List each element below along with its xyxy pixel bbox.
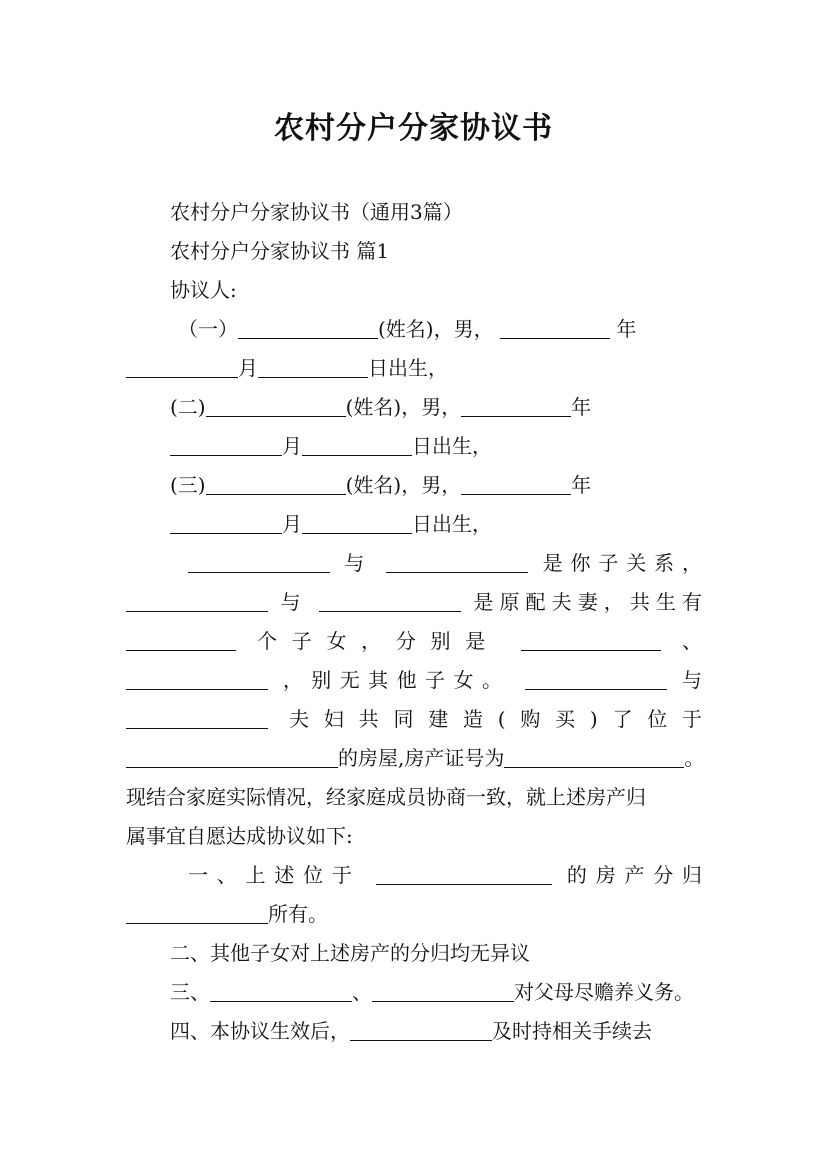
subtitle-line: 农村分户分家协议书（通用3篇）: [170, 200, 463, 224]
no-other-children-text: ，别无其他子女。: [282, 668, 511, 692]
spouse-and: 与: [280, 590, 307, 614]
name-blank: [372, 981, 514, 1002]
name-blank: [238, 318, 378, 339]
day-blank: [302, 435, 412, 456]
clause-3-number: 三、: [170, 980, 210, 1004]
clause-1-text: 一、上述位于: [188, 863, 361, 887]
location-blank: [376, 864, 552, 885]
month-label: 月: [238, 356, 258, 380]
party-3-birth-line: [170, 510, 702, 538]
name-blank: [188, 552, 330, 573]
spouse-line: [126, 588, 702, 616]
party-2-name-suffix: (姓名)，男，: [345, 395, 462, 419]
relation-and: 与: [344, 551, 373, 575]
birth-label: 日出生，: [368, 356, 448, 380]
no-other-children-line: [126, 666, 702, 694]
name-blank: [525, 669, 667, 690]
clause-2-line: 二、其他子女对上述房产的分归均无异议: [170, 941, 530, 965]
children-line: [126, 627, 702, 655]
build-line: [126, 705, 702, 733]
name-blank: [126, 669, 268, 690]
clause-1-tail: 的房产分归: [566, 863, 703, 887]
day-blank: [302, 513, 412, 534]
year-label: 年: [571, 395, 592, 419]
clause-3-line: [170, 978, 702, 1006]
party-2-number: (二): [170, 395, 206, 419]
clause-1-owner-line: [126, 900, 702, 928]
clause-4-tail: 及时持相关手续去: [492, 1019, 652, 1043]
party-3-line: [170, 471, 702, 499]
name-blank: [350, 1020, 492, 1041]
day-blank: [258, 357, 368, 378]
separator: 、: [352, 980, 372, 1004]
body-line: 属事宜自愿达成协议如下:: [126, 824, 353, 848]
year-blank: [500, 318, 610, 339]
year-label: 年: [571, 473, 592, 497]
name-blank: [210, 981, 352, 1002]
month-blank: [170, 513, 282, 534]
party-1-name-suffix: (姓名)，男，: [378, 317, 494, 341]
relation-text: 是你子关系，: [542, 551, 703, 575]
name-blank: [206, 396, 346, 417]
year-blank: [461, 396, 571, 417]
name-blank: [319, 591, 461, 612]
spouse-text: 是原配夫妻，共生有: [473, 590, 703, 614]
clause-4-line: [170, 1017, 702, 1045]
party-1-line: [178, 315, 702, 343]
clause-3-text: 对父母尽赡养义务。: [514, 980, 694, 1004]
party-1-birth-line: [126, 354, 702, 382]
couple-and: 与: [682, 668, 703, 692]
build-text: 夫妇共同建造(购买)了位于: [289, 707, 703, 731]
clause-4-text: 四、本协议生效后，: [170, 1019, 350, 1043]
birth-label: 日出生，: [412, 512, 492, 536]
party-2-line: [170, 393, 702, 421]
owner-text: 所有。: [268, 902, 328, 926]
section-heading: 农村分户分家协议书 篇1: [170, 239, 390, 263]
month-blank: [170, 435, 282, 456]
name-blank: [126, 903, 268, 924]
name-blank: [521, 630, 661, 651]
party-3-number: (三): [170, 473, 206, 497]
parties-label: 协议人:: [170, 278, 237, 302]
name-blank: [126, 591, 268, 612]
relation-line: [188, 549, 702, 577]
certificate-blank: [504, 747, 684, 768]
name-blank: [206, 474, 346, 495]
body-line: 现结合家庭实际情况，经家庭成员协商一致，就上述房产归: [126, 785, 646, 809]
birth-label: 日出生，: [412, 434, 492, 458]
name-blank: [126, 708, 268, 729]
period: 。: [684, 746, 705, 770]
clause-1-line: [188, 861, 702, 889]
separator: 、: [682, 629, 703, 653]
month-blank: [126, 357, 238, 378]
party-3-name-suffix: (姓名)，男，: [345, 473, 462, 497]
month-label: 月: [282, 434, 302, 458]
name-blank: [386, 552, 528, 573]
page-title: 农村分户分家协议书: [274, 111, 553, 146]
year-blank: [461, 474, 571, 495]
party-1-number: （一）: [178, 317, 238, 341]
property-text: 的房屋,房产证号为: [338, 746, 505, 770]
location-blank: [126, 747, 338, 768]
children-text: 个子女，分别是: [257, 629, 500, 653]
year-label: 年: [616, 317, 637, 341]
count-blank: [126, 630, 236, 651]
month-label: 月: [282, 512, 302, 536]
party-2-birth-line: [170, 432, 702, 460]
property-line: [126, 744, 705, 772]
